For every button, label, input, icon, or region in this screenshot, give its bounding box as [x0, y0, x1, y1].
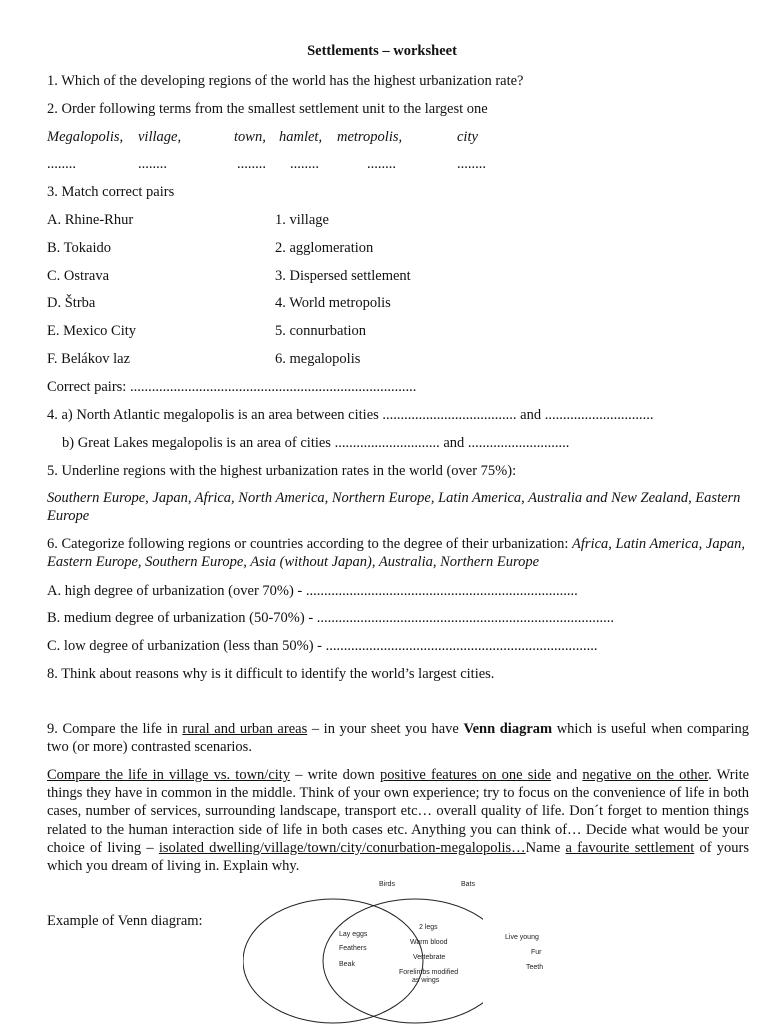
- q9-underline: positive features on one side: [379, 767, 552, 783]
- venn-left-circle: [243, 899, 423, 1023]
- q2-blank: ........: [367, 156, 396, 172]
- venn-left-item: Lay eggs: [339, 931, 368, 938]
- q2-blank: ........: [47, 156, 76, 172]
- venn-middle-item: Vertebrate: [413, 954, 446, 961]
- q9-text: of yours which you dream of living in. Explain why.: [47, 839, 750, 875]
- q2-blank: ........: [457, 156, 486, 172]
- q9-text: which is useful when comparing two (or more) contrasted scenarios.: [47, 721, 750, 756]
- venn-right-item: Fur: [531, 949, 542, 956]
- q3-right-item: 2. agglomeration: [275, 240, 374, 256]
- q9-text: Name: [525, 839, 561, 856]
- venn-right-title: Bats: [461, 881, 476, 888]
- question-8: 8. Think about reasons why is it difficult to identify the world’s largest cities.: [47, 666, 495, 682]
- q2-term: village,: [138, 129, 182, 145]
- q3-left-item: F. Belákov laz: [47, 351, 130, 367]
- q6-intro: 6. Categorize following regions or countries according to the degree of their urbanization:: [47, 536, 569, 552]
- page-title: Settlements – worksheet: [307, 43, 457, 59]
- q3-left-item: E. Mexico City: [47, 323, 137, 339]
- question-9-instructions: [47, 766, 749, 875]
- question-6c: C. low degree of urbanization (less than 50%) - ...........................................................................: [47, 638, 598, 654]
- question-9-intro: [47, 720, 749, 756]
- q2-term: town,: [234, 129, 266, 145]
- q9-underline: rural and urban areas: [182, 721, 308, 737]
- q3-right-item: 4. World metropolis: [275, 295, 391, 311]
- q2-blank: ........: [138, 156, 167, 172]
- venn-right-item: Live young: [505, 934, 539, 941]
- q3-left-item: C. Ostrava: [47, 268, 110, 284]
- q2-term: metropolis,: [337, 129, 403, 145]
- q3-left-item: B. Tokaido: [47, 240, 111, 256]
- q9-underline: Compare the life in village vs. town/city: [47, 767, 291, 783]
- venn-middle-item: Forelimbs modified: [399, 969, 459, 976]
- question-2: 2. Order following terms from the smallest settlement unit to the largest one: [47, 101, 488, 117]
- q3-right-item: 5. connurbation: [275, 323, 367, 339]
- question-5: 5. Underline regions with the highest urbanization rates in the world (over 75%):: [47, 463, 517, 479]
- question-6b: B. medium degree of urbanization (50-70%) - ..................................................................................: [47, 610, 615, 626]
- q3-correct-pairs: Correct pairs: ...............................................................................: [47, 379, 417, 395]
- q3-right-item: 3. Dispersed settlement: [275, 268, 411, 284]
- venn-left-title: Birds: [379, 881, 395, 888]
- q9-text: . Write things they have in common in the middle. Think of your own experience; try to focus on the convenience of life in both cases, number of services, surrounding landscape, transport etc… overall quality of life. Don´t forget to mention things related to the human interaction side of life in both cases etc. Anything you can think of… Decide what would be your choice of living –: [47, 767, 750, 856]
- venn-right-labels: [487, 874, 567, 1024]
- q9-underline: isolated dwelling/village/town/city/conurbation-megalopolis…: [158, 839, 526, 856]
- q9-text: – in your sheet you have: [311, 721, 459, 737]
- venn-left-item: Beak: [339, 961, 355, 968]
- question-4a: 4. a) North Atlantic megalopolis is an area between cities ..................................... and ..............................: [47, 407, 654, 423]
- question-6: [47, 535, 749, 571]
- question-6a: A. high degree of urbanization (over 70%) - ...........................................................................: [47, 583, 578, 599]
- q3-right-item: 1. village: [275, 212, 329, 228]
- q9-underline: a favourite settlement: [565, 839, 695, 856]
- q6-regions: Africa, Latin America, Japan, Eastern Europe, Southern Europe, Asia (without Japan), Australia, Northern Europe: [47, 536, 745, 571]
- q9-text: 9. Compare the life in: [47, 721, 178, 737]
- q2-term: Megalopolis,: [47, 129, 124, 145]
- question-3: 3. Match correct pairs: [47, 184, 175, 200]
- q2-blank: ........: [237, 156, 266, 172]
- q9-underline: negative on the other: [582, 767, 709, 783]
- venn-middle-item: as wings: [412, 977, 440, 984]
- q9-text: and: [556, 767, 578, 783]
- venn-middle-item: 2 legs: [419, 924, 438, 931]
- question-1: 1. Which of the developing regions of the world has the highest urbanization rate?: [47, 73, 524, 89]
- question-4b: b) Great Lakes megalopolis is an area of cities ............................. and ............................: [62, 435, 570, 451]
- q9-text: – write down: [295, 767, 375, 783]
- q3-right-item: 6. megalopolis: [275, 351, 361, 367]
- q2-blank: ........: [290, 156, 319, 172]
- q5-regions: Southern Europe, Japan, Africa, North America, Northern Europe, Latin America, Australia and New Zealand, Eastern Europe: [47, 490, 741, 525]
- venn-label: Example of Venn diagram:: [47, 913, 203, 929]
- q9-bold: Venn diagram: [463, 721, 553, 737]
- venn-diagram: [243, 874, 483, 1024]
- q3-left-item: A. Rhine-Rhur: [47, 212, 134, 228]
- q3-left-item: D. Štrba: [47, 295, 96, 311]
- q2-term: hamlet,: [279, 129, 323, 145]
- venn-right-item: Teeth: [526, 964, 544, 971]
- venn-left-item: Feathers: [339, 945, 367, 952]
- venn-middle-item: Warm blood: [410, 939, 448, 946]
- q2-term: city: [457, 129, 478, 145]
